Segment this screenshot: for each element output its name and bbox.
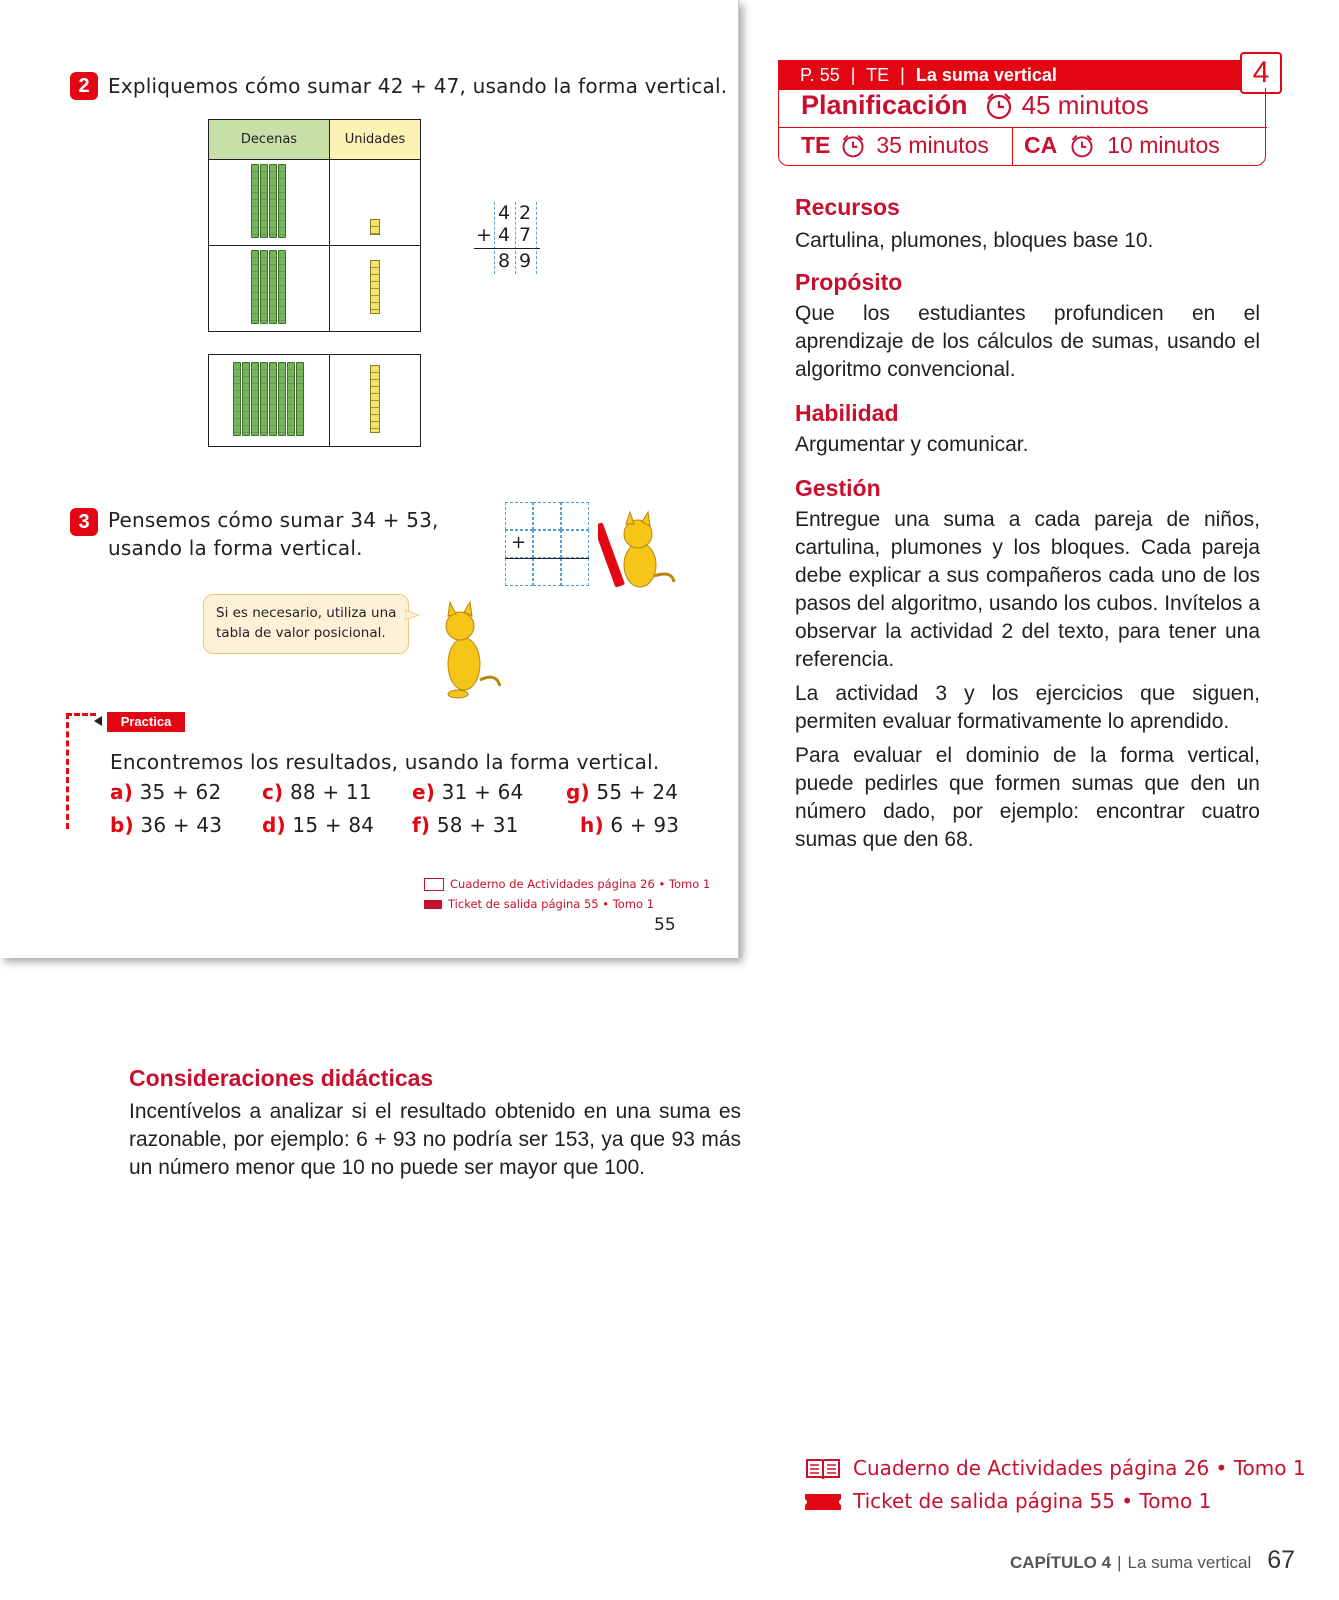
sum-digit: 9 [519, 250, 532, 272]
gestion-title: Gestión [795, 475, 881, 501]
hint-speech-bubble [203, 594, 409, 654]
alarm-clock-icon [840, 133, 866, 159]
proposito-text: Que los estudiantes profundicen en el aprendizaje de los cálculos de sumas, usando el algoritmo convencional. [795, 302, 1260, 381]
cat-with-pencil-illustration [598, 510, 680, 596]
consideraciones-text: Incentívelos a analizar si el resultado obtenido en una suma es razonable, por ejemplo: 6 + 93 no podría ser 153, ya que 93 más un número menor que 10 no puede ser mayor que 100. [129, 1100, 741, 1179]
lesson-title: La suma vertical [915, 65, 1057, 85]
ca-label: CA [1024, 132, 1058, 158]
exercise-d: d) 15 + 84 [262, 813, 375, 837]
units-cell-47 [330, 246, 421, 332]
teacher-cuaderno-ref: Cuaderno de Actividades página 26 • Tomo 1 [853, 1456, 1306, 1480]
practice-arrow-icon [94, 716, 102, 726]
activity-3-number: 3 [70, 508, 98, 536]
book-icon [424, 878, 444, 891]
student-page-thumbnail [0, 0, 739, 958]
activity-3-line2: usando la forma vertical. [108, 536, 363, 560]
te-ref: TE [866, 65, 890, 85]
activity-2-text: Expliquemos cómo sumar 42 + 47, usando la forma vertical. [108, 74, 728, 98]
activity-3-line1: Pensemos cómo sumar 34 + 53, [108, 508, 439, 532]
alarm-clock-icon [984, 91, 1014, 121]
page-footer: CAPÍTULO 4 | La suma vertical 67 [1010, 1546, 1296, 1574]
gestion-p2: La actividad 3 y los ejercicios que siguen, permiten evaluar formativamente lo aprendido. [795, 682, 1260, 733]
plus-sign: + [476, 224, 493, 246]
practice-intro: Encontremos los resultados, usando la forma vertical. [110, 750, 660, 774]
gestion-p1: Entregue una suma a cada pareja de niños, cartulina, plumones y los bloques. Cada pareja debe explicar a sus compañeros cada uno de los pasos del algoritmo, usando los cubos. Invítelos a observar la actividad 2 del texto, para tener una referencia. [795, 508, 1260, 671]
chapter-label: CAPÍTULO 4 [1010, 1553, 1112, 1572]
place-value-table [208, 119, 421, 332]
consideraciones-title: Consideraciones didácticas [129, 1065, 434, 1091]
sum-line [474, 248, 540, 249]
exercise-f: f) 58 + 31 [412, 813, 519, 837]
exercise-e: e) 31 + 64 [412, 780, 524, 804]
student-cuaderno-ref: Cuaderno de Actividades página 26 • Tomo 1 [450, 877, 711, 891]
lesson-title-bar: P. 55 | TE | La suma vertical [778, 60, 1240, 90]
bubble-tail [405, 608, 419, 622]
consideraciones-section [129, 1065, 741, 1182]
vertical-sum [474, 202, 540, 272]
units-cell-89 [330, 355, 421, 447]
sum-digit: 7 [519, 224, 532, 246]
practice-dashed-bracket [66, 713, 69, 829]
header-decenas: Decenas [209, 120, 330, 160]
habilidad-title: Habilidad [795, 400, 899, 426]
exercise-c: c) 88 + 11 [262, 780, 372, 804]
recursos-text: Cartulina, plumones, bloques base 10. [795, 229, 1154, 252]
proposito-title: Propósito [795, 269, 903, 295]
te-time: 35 minutos [876, 132, 989, 158]
student-page-number: 55 [654, 915, 676, 935]
hint-line2: tabla de valor posicional. [216, 625, 386, 641]
planning-header [778, 58, 1268, 166]
sum-digit: 4 [498, 224, 511, 246]
exercise-b: b) 36 + 43 [110, 813, 223, 837]
alarm-clock-icon [1069, 133, 1095, 159]
total-time: 45 minutos [1021, 90, 1149, 120]
ticket-icon [424, 900, 442, 909]
exercise-g: g) 55 + 24 [566, 780, 679, 804]
teacher-notes [795, 194, 1260, 854]
habilidad-text: Argumentar y comunicar. [795, 433, 1029, 456]
page-number: 67 [1267, 1546, 1296, 1574]
page-ref: P. 55 [800, 65, 840, 85]
planificacion-label: Planificación [801, 90, 968, 120]
chapter-title: La suma vertical [1127, 1553, 1252, 1572]
recursos-title: Recursos [795, 194, 900, 220]
activity-2-header [70, 72, 727, 100]
units-cell-42 [330, 160, 421, 246]
student-footer-refs [424, 874, 710, 914]
tens-cell-42 [209, 160, 330, 246]
planning-box [778, 88, 1266, 166]
student-ticket-ref: Ticket de salida página 55 • Tomo 1 [448, 897, 655, 911]
exercise-a: a) 35 + 62 [110, 780, 222, 804]
activity-2-number: 2 [70, 72, 98, 100]
cat-illustration [430, 600, 510, 702]
sum-digit: 2 [519, 202, 532, 224]
tens-cell-89 [209, 355, 330, 447]
practice-exercises [110, 780, 690, 848]
ticket-icon [805, 1492, 841, 1512]
teacher-footer-refs [805, 1452, 1306, 1518]
ca-time: 10 minutos [1107, 132, 1220, 158]
teacher-ticket-ref: Ticket de salida página 55 • Tomo 1 [853, 1489, 1212, 1513]
exercise-h: h) 6 + 93 [580, 813, 680, 837]
header-unidades: Unidades [330, 120, 421, 160]
place-value-result-table [208, 354, 421, 447]
practice-tag: Practica [107, 712, 185, 732]
sum-digit: 8 [498, 250, 511, 272]
gestion-p3: Para evaluar el dominio de la forma vertical, puede pedirles que formen sumas que den un número dado, por ejemplo: encontrar cuatro sumas que den 68. [795, 744, 1260, 851]
grid-plus-sign: + [511, 532, 527, 553]
blank-sum-grid [505, 502, 589, 586]
hint-line1: Si es necesario, utiliza una [216, 605, 397, 621]
te-label: TE [801, 132, 831, 158]
sum-digit: 4 [498, 202, 511, 224]
activity-3-header [70, 508, 439, 560]
tens-cell-47 [209, 246, 330, 332]
chapter-number-badge: 4 [1240, 52, 1282, 94]
book-icon [805, 1457, 841, 1481]
